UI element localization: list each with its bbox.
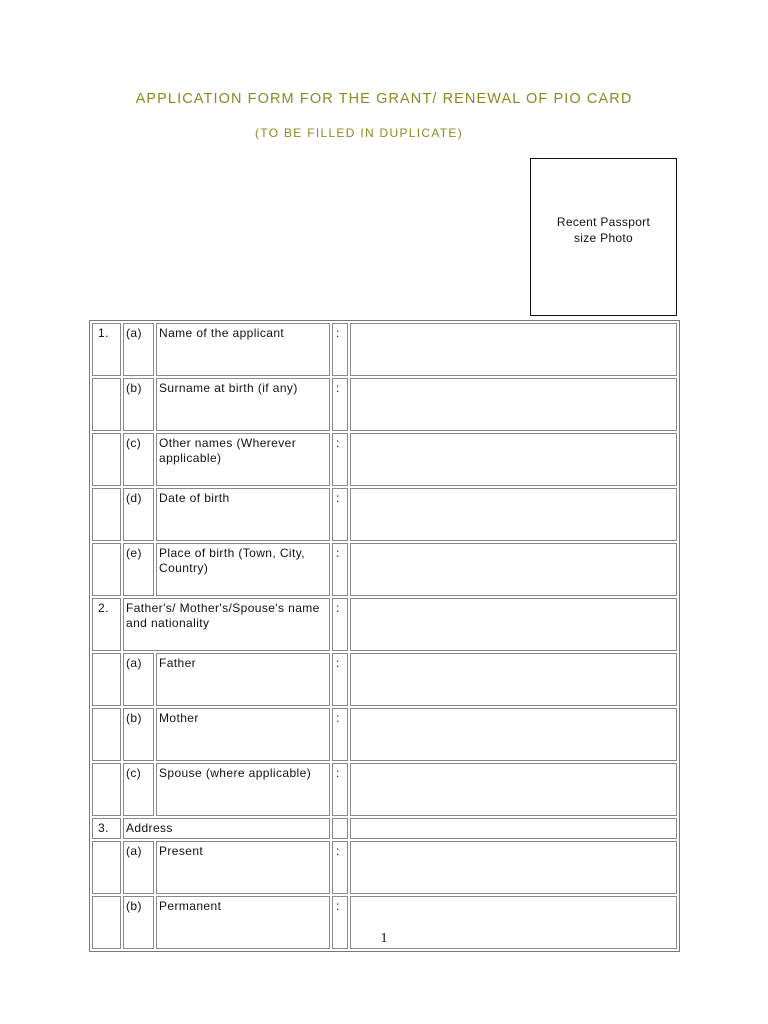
row-spouse	[92, 763, 677, 816]
other-names-field[interactable]	[350, 433, 677, 486]
row-sub-index: (b)	[123, 896, 154, 949]
field-label: Father	[156, 653, 330, 706]
empty-cell	[350, 818, 677, 839]
date-of-birth-field[interactable]	[350, 488, 677, 541]
row-name-of-applicant	[92, 323, 677, 376]
row-number	[92, 763, 121, 816]
name-of-applicant-field[interactable]	[350, 323, 677, 376]
surname-at-birth-field[interactable]	[350, 378, 677, 431]
section-label: Address	[123, 818, 330, 839]
field-label: Mother	[156, 708, 330, 761]
row-address-heading	[92, 818, 677, 839]
colon-separator: :	[332, 543, 348, 596]
row-sub-index: (c)	[123, 433, 154, 486]
row-sub-index: (a)	[123, 841, 154, 894]
field-label: Permanent	[156, 896, 330, 949]
row-date-of-birth	[92, 488, 677, 541]
row-present-address	[92, 841, 677, 894]
colon-separator: :	[332, 323, 348, 376]
row-sub-index: (a)	[123, 653, 154, 706]
field-label: Other names (Wherever applicable)	[156, 433, 330, 486]
section-label: Father's/ Mother's/Spouse's name and nationality	[123, 598, 330, 651]
colon-separator: :	[332, 653, 348, 706]
colon-separator: :	[332, 708, 348, 761]
row-sub-index: (e)	[123, 543, 154, 596]
row-surname-at-birth	[92, 378, 677, 431]
row-number: 2.	[92, 598, 121, 651]
row-number	[92, 433, 121, 486]
field-label: Date of birth	[156, 488, 330, 541]
colon-separator: :	[332, 896, 348, 949]
passport-photo-box	[530, 158, 677, 316]
father-field[interactable]	[350, 653, 677, 706]
row-number	[92, 378, 121, 431]
parents-spouse-nationality-field[interactable]	[350, 598, 677, 651]
colon-separator: :	[332, 598, 348, 651]
page-number: 1	[380, 931, 388, 946]
colon-separator: :	[332, 378, 348, 431]
form-title: APPLICATION FORM FOR THE GRANT/ RENEWAL OF PIO CARD	[135, 91, 633, 107]
colon-separator: :	[332, 433, 348, 486]
row-number	[92, 708, 121, 761]
row-number: 3.	[92, 818, 121, 839]
row-number	[92, 488, 121, 541]
form-subtitle: (TO BE FILLED IN DUPLICATE)	[254, 126, 464, 140]
place-of-birth-field[interactable]	[350, 543, 677, 596]
colon-separator: :	[332, 488, 348, 541]
row-number	[92, 543, 121, 596]
row-other-names	[92, 433, 677, 486]
row-sub-index: (b)	[123, 708, 154, 761]
empty-cell	[332, 818, 348, 839]
field-label: Spouse (where applicable)	[156, 763, 330, 816]
field-label: Surname at birth (if any)	[156, 378, 330, 431]
colon-separator: :	[332, 763, 348, 816]
field-label: Present	[156, 841, 330, 894]
present-address-field[interactable]	[350, 841, 677, 894]
row-sub-index: (c)	[123, 763, 154, 816]
field-label: Place of birth (Town, City, Country)	[156, 543, 330, 596]
row-number: 1.	[92, 323, 121, 376]
row-sub-index: (d)	[123, 488, 154, 541]
row-number	[92, 653, 121, 706]
photo-box-label: Recent Passport size Photo	[556, 215, 651, 245]
row-parents-spouse-heading	[92, 598, 677, 651]
row-mother	[92, 708, 677, 761]
application-form-table	[89, 320, 680, 952]
spouse-field[interactable]	[350, 763, 677, 816]
row-place-of-birth	[92, 543, 677, 596]
row-number	[92, 841, 121, 894]
field-label: Name of the applicant	[156, 323, 330, 376]
mother-field[interactable]	[350, 708, 677, 761]
colon-separator: :	[332, 841, 348, 894]
row-father	[92, 653, 677, 706]
row-sub-index: (a)	[123, 323, 154, 376]
row-sub-index: (b)	[123, 378, 154, 431]
